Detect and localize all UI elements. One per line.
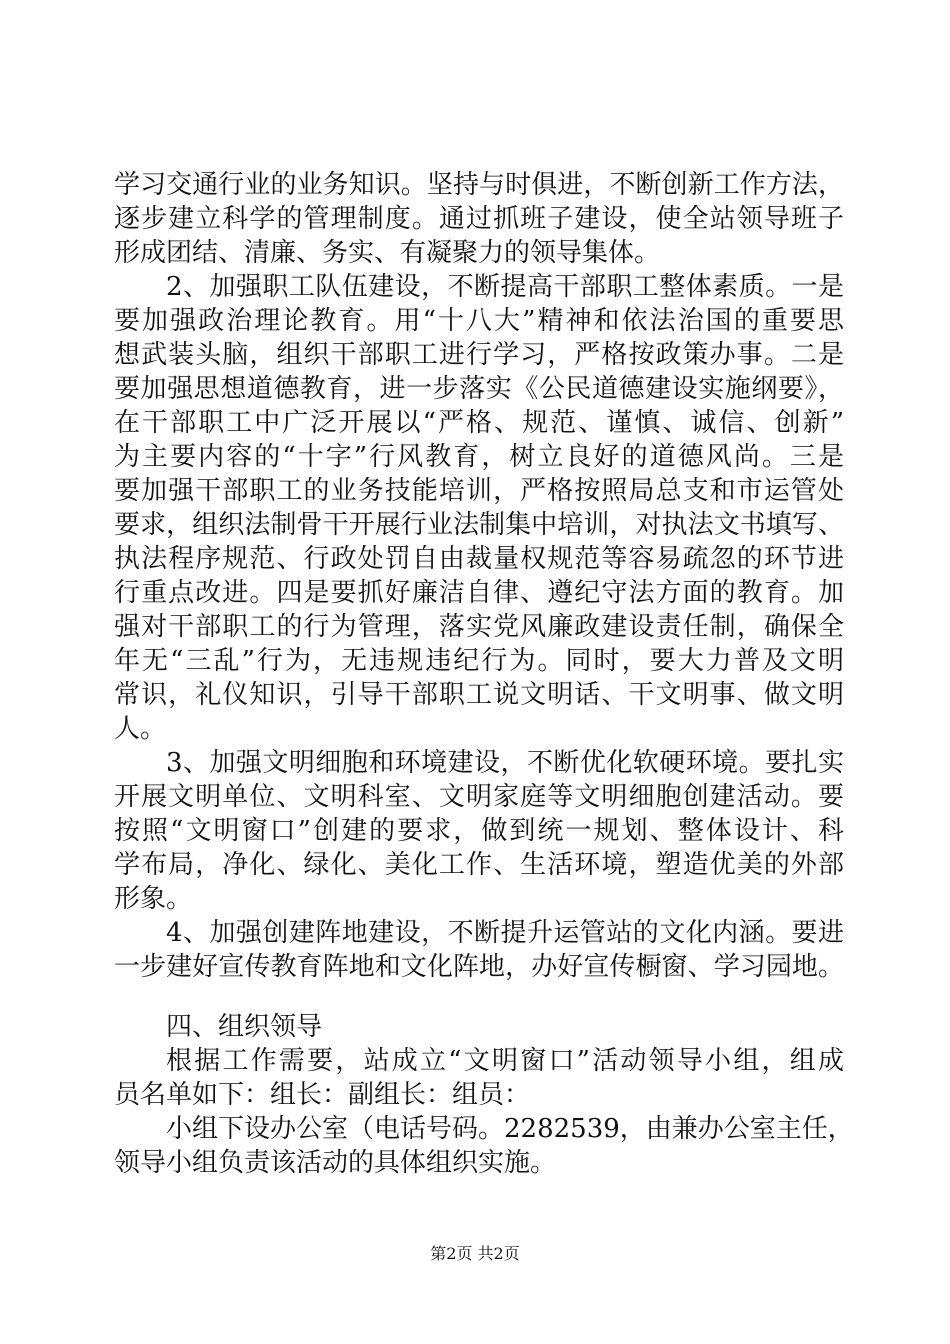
text-line: 要加强政治理论教育。用“十八大”精神和依法治国的重要思 (114, 306, 844, 336)
text-line: 形象。 (114, 884, 193, 914)
paragraph-office-setup (114, 1112, 854, 1180)
text-line: 想武装头脑，组织干部职工进行学习，严格按政策办事。二是 (114, 340, 844, 370)
paragraph-staff-building (114, 270, 844, 746)
text-line: 要加强干部职工的业务技能培训，严格按照局总支和市运管处 (114, 476, 844, 506)
text-line: 4、加强创建阵地建设，不断提升运管站的文化内涵。要进 (166, 918, 844, 948)
text-line: 要求，组织法制骨干开展行业法制集中培训，对执法文书填写、 (114, 510, 844, 540)
text-line: 2、加强职工队伍建设，不断提高干部职工整体素质。一是 (166, 272, 844, 302)
paragraph-leadership-group (114, 1044, 844, 1112)
paragraph-civilization-environment (114, 746, 844, 916)
text-line: 根据工作需要，站成立“文明窗口”活动领导小组，组成 (166, 1046, 844, 1076)
text-line: 小组下设办公室（电话号码。2282539，由兼办公室主任， (166, 1114, 854, 1144)
text-line: 执法程序规范、行政处罚自由裁量权规范等容易疏忽的环节进 (114, 544, 844, 574)
text-line: 学习交通行业的业务知识。坚持与时俱进，不断创新工作方法， (114, 170, 844, 200)
paragraph-position-building (114, 916, 844, 984)
document-body (114, 168, 854, 1180)
text-line: 年无“三乱”行为，无违规违纪行为。同时，要大力普及文明 (114, 646, 844, 676)
text-line: 开展文明单位、文明科室、文明家庭等文明细胞创建活动。要 (114, 782, 844, 812)
text-line: 要加强思想道德教育，进一步落实《公民道德建设实施纲要》， (114, 374, 844, 404)
text-line: 强对干部职工的行为管理，落实党风廉政建设责任制，确保全 (114, 612, 844, 642)
page-number: 第2页 共2页 (430, 1244, 520, 1263)
text-line: 员名单如下：组长：副组长：组员： (114, 1080, 531, 1110)
text-line: 领导小组负责该活动的具体组织实施。 (114, 1148, 557, 1178)
text-line: 常识，礼仪知识，引导干部职工说文明话、干文明事、做文明 (114, 680, 844, 710)
text-line: 在干部职工中广泛开展以“严格、规范、谨慎、诚信、创新” (114, 408, 844, 438)
text-line: 按照“文明窗口”创建的要求，做到统一规划、整体设计、科 (114, 816, 844, 846)
text-line: 行重点改进。四是要抓好廉洁自律、遵纪守法方面的教育。加 (114, 578, 844, 608)
paragraph-spacer (114, 984, 844, 1010)
section-heading: 四、组织领导 (166, 1012, 323, 1042)
text-line: 一步建好宣传教育阵地和文化阵地，办好宣传橱窗、学习园地。 (114, 952, 844, 982)
text-line: 逐步建立科学的管理制度。通过抓班子建设，使全站领导班子 (114, 204, 844, 234)
text-line: 为主要内容的“十字”行风教育，树立良好的道德风尚。三是 (114, 442, 844, 472)
text-line: 人。 (114, 714, 167, 744)
text-line: 形成团结、清廉、务实、有凝聚力的领导集体。 (114, 238, 661, 268)
text-line: 3、加强文明细胞和环境建设，不断优化软硬环境。要扎实 (166, 748, 844, 778)
paragraph-team-building-continued (114, 168, 844, 270)
text-line: 学布局，净化、绿化、美化工作、生活环境，塑造优美的外部 (114, 850, 844, 880)
